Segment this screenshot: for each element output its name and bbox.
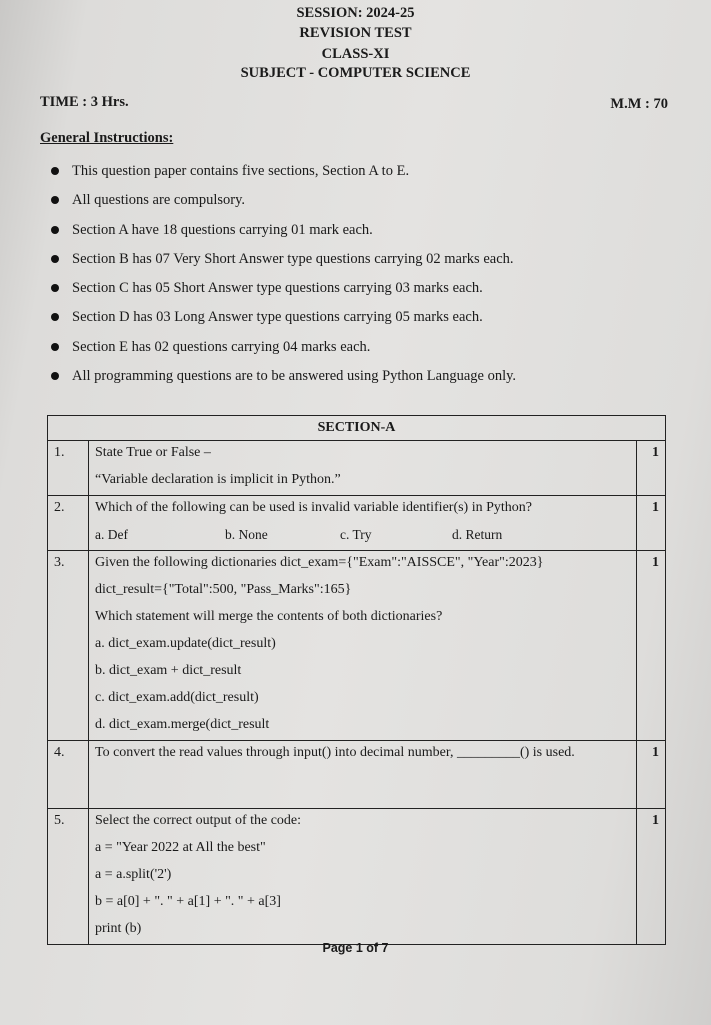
- class: CLASS-XI: [321, 46, 390, 62]
- question-text: Given the following dictionaries dict_exam={"Exam":"AISSCE", "Year":2023}: [95, 555, 544, 570]
- page-number: Page 1 of 7: [322, 941, 389, 955]
- marks: 1: [637, 809, 666, 945]
- instruction: All programming questions are to be answered using Python Language only.: [45, 365, 516, 394]
- option-a: a. dict_exam.update(dict_result): [95, 636, 276, 651]
- marks: 1: [637, 741, 666, 809]
- instruction: Section B has 07 Very Short Answer type questions carrying 02 marks each.: [45, 248, 516, 277]
- instruction: Section C has 05 Short Answer type questions carrying 03 marks each.: [45, 277, 516, 306]
- instruction: Section E has 02 questions carrying 04 marks each.: [45, 336, 516, 365]
- code-line: print (b): [95, 921, 142, 936]
- question-text: Select the correct output of the code:: [95, 813, 302, 828]
- option-b: b. None: [225, 527, 268, 542]
- question-number: 2.: [48, 496, 89, 551]
- option-d: d. dict_exam.merge(dict_result: [95, 717, 270, 732]
- marks: 1: [637, 441, 666, 496]
- question-text: dict_result={"Total":500, "Pass_Marks":165}: [95, 582, 352, 597]
- instruction: All questions are compulsory.: [45, 189, 516, 218]
- subject: SUBJECT - COMPUTER SCIENCE: [240, 65, 471, 81]
- instruction: Section D has 03 Long Answer type questions carrying 05 marks each.: [45, 306, 516, 335]
- table-row: [48, 496, 666, 551]
- instructions-list: [45, 160, 516, 394]
- table-row: [48, 809, 666, 945]
- table-row: [48, 441, 666, 496]
- question-text: Which of the following can be used is invalid variable identifier(s) in Python?: [95, 500, 532, 515]
- code-line: b = a[0] + ". " + a[1] + ". " + a[3]: [95, 894, 281, 909]
- marks: 1: [637, 551, 666, 741]
- question-text: To convert the read values through input() into decimal number, _________() is used.: [95, 745, 575, 760]
- question-number: 4.: [48, 741, 89, 809]
- instruction: This question paper contains five sections, Section A to E.: [45, 160, 516, 189]
- questions-table: [47, 415, 666, 945]
- question-text: Which statement will merge the contents of both dictionaries?: [95, 609, 443, 624]
- option-a: a. Def: [95, 527, 128, 542]
- instructions-title: General Instructions:: [40, 130, 174, 146]
- option-c: c. dict_exam.add(dict_result): [95, 690, 259, 705]
- instruction: Section A have 18 questions carrying 01 mark each.: [45, 219, 516, 248]
- question-number: 5.: [48, 809, 89, 945]
- question-number: 3.: [48, 551, 89, 741]
- option-d: d. Return: [452, 527, 503, 542]
- code-line: a = "Year 2022 at All the best": [95, 840, 266, 855]
- question-text: State True or False –: [95, 445, 211, 460]
- marks: 1: [637, 496, 666, 551]
- max-marks: M.M : 70: [610, 96, 668, 112]
- option-c: c. Try: [340, 527, 372, 542]
- question-number: 1.: [48, 441, 89, 496]
- option-b: b. dict_exam + dict_result: [95, 663, 242, 678]
- time: TIME : 3 Hrs.: [40, 94, 129, 110]
- question-text: “Variable declaration is implicit in Python.”: [95, 472, 341, 487]
- code-line: a = a.split('2'): [95, 867, 172, 882]
- table-row: [48, 551, 666, 741]
- test-title: REVISION TEST: [299, 25, 412, 41]
- section-title: SECTION-A: [48, 416, 666, 441]
- session: SESSION: 2024-25: [296, 5, 415, 21]
- table-row: [48, 741, 666, 809]
